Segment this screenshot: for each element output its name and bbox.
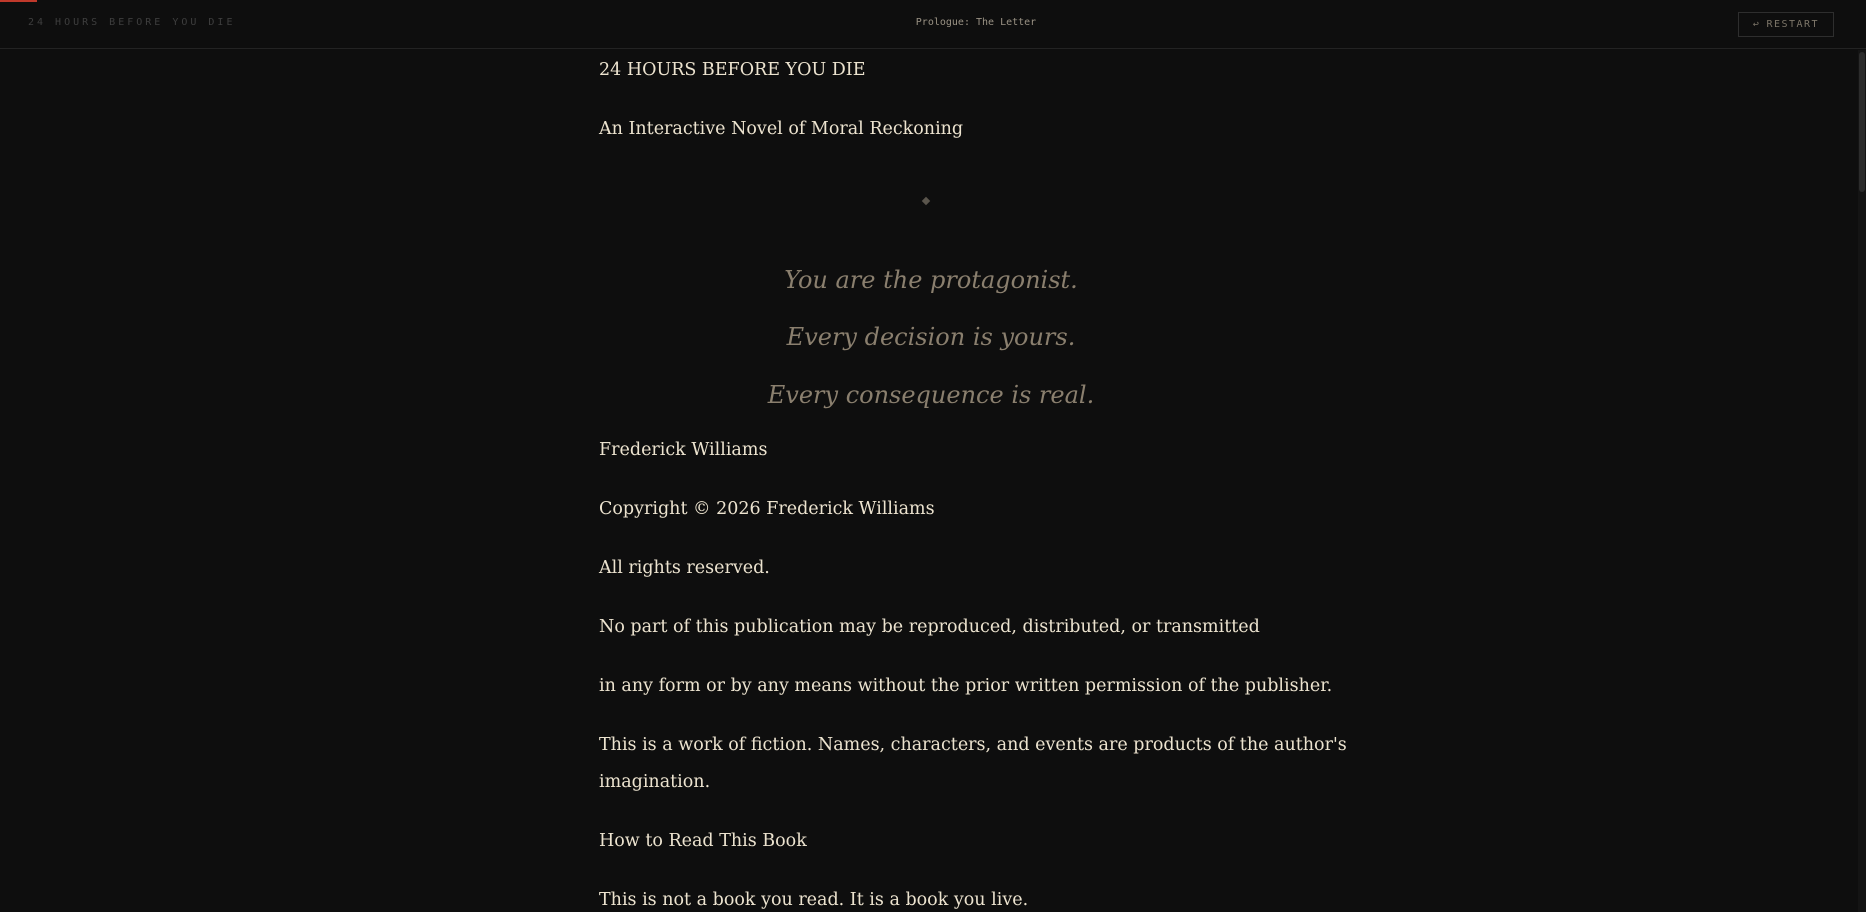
section-divider-ornament bbox=[922, 197, 930, 205]
rights-notice: All rights reserved. bbox=[599, 558, 770, 578]
restart-label: RESTART bbox=[1766, 19, 1820, 30]
epigraph-line: Every decision is yours. bbox=[786, 323, 1076, 351]
how-to-read-heading: How to Read This Book bbox=[599, 831, 807, 851]
chapter-indicator: Prologue: The Letter bbox=[915, 17, 1037, 28]
brand-title: 24 HOURS BEFORE YOU DIE bbox=[28, 17, 236, 28]
book-title: 24 HOURS BEFORE YOU DIE bbox=[599, 60, 866, 80]
restart-button[interactable] bbox=[1738, 12, 1834, 37]
reproduction-notice-line: in any form or by any means without the prior written permission of the publisher. bbox=[599, 676, 1333, 696]
how-to-read-text: This is not a book you read. It is a book you live. bbox=[599, 890, 1029, 910]
epigraph-line: You are the protagonist. bbox=[784, 266, 1078, 294]
author-name: Frederick Williams bbox=[599, 440, 768, 460]
book-subtitle: An Interactive Novel of Moral Reckoning bbox=[599, 119, 964, 139]
restart-icon: ↩ bbox=[1752, 19, 1761, 30]
epigraph-line: Every consequence is real. bbox=[767, 381, 1095, 409]
fiction-disclaimer-line: imagination. bbox=[599, 772, 711, 792]
copyright-notice: Copyright © 2026 Frederick Williams bbox=[599, 499, 935, 519]
top-bar bbox=[0, 0, 1866, 49]
reproduction-notice-line: No part of this publication may be reproduced, distributed, or transmitted bbox=[599, 617, 1260, 637]
page-scrollbar[interactable] bbox=[1858, 50, 1866, 912]
scrollbar-thumb[interactable] bbox=[1859, 52, 1865, 192]
fiction-disclaimer-line: This is a work of fiction. Names, characters, and events are products of the author's bbox=[599, 735, 1347, 755]
